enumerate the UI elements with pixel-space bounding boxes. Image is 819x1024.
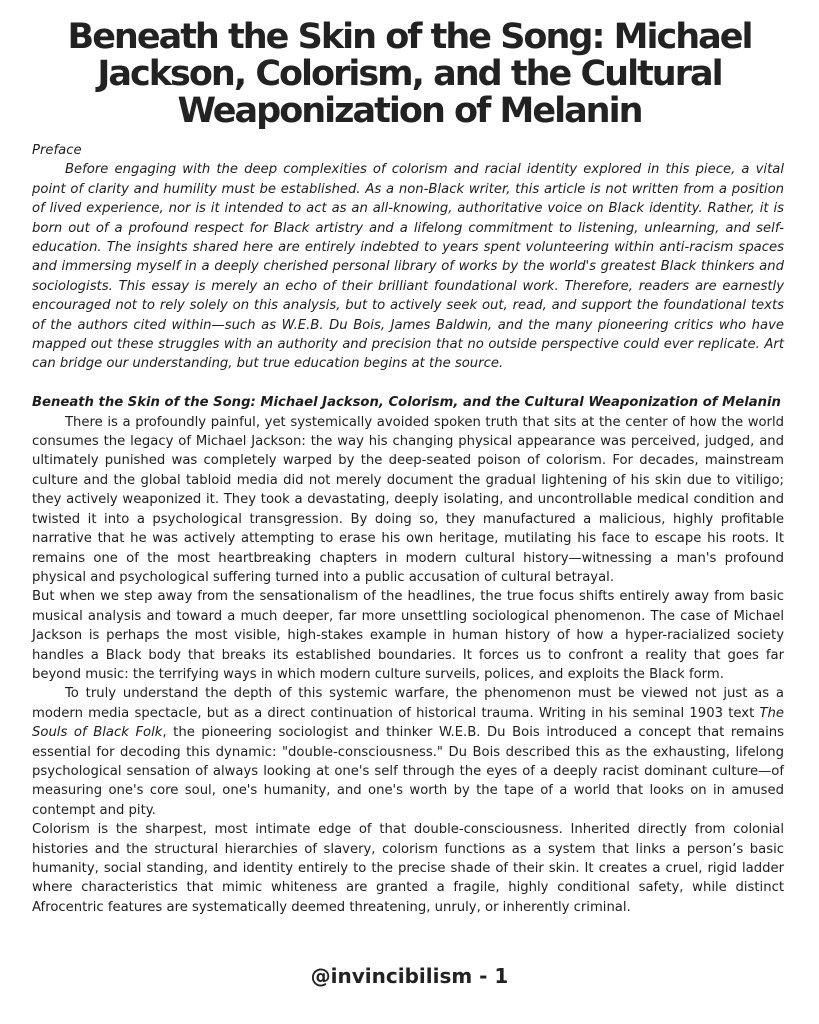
body-paragraph-1: There is a profoundly painful, yet systemically avoided spoken truth that sits at the center of how the world consumes the legacy of Michael Jackson: the way his changing physical appearance was perceived, judged, and ultimately punished was completely warped by the deep-seated poison of colorism. For decades, mainstream culture and the global tabloid media did not merely document the gradual lightening of his skin due to vitiligo; they actively weaponized it. They took a devastating, deeply isolating, and uncontrollable medical condition and twisted it into a psychological transgression. By doing so, they manufactured a malicious, highly profitable narrative that he was actively attempting to erase his own heritage, mutilating his face to escape his roots. It remains one of the most heartbreaking chapters in modern cultural history—witnessing a man's profound physical and psychological suffering turned into a public accusation of cultural betrayal. — [32, 414, 784, 585]
preface-paragraph: Before engaging with the deep complexities of colorism and racial identity explored in this piece, a vital point of clarity and humility must be established. As a non-Black writer, this article is not written from a position of lived experience, nor is it intended to act as an all-knowing, authoritative voice on Black identity. Rather, it is born out of a profound respect for Black artistry and a lifelong commitment to listening, unlearning, and self-education. The insights shared here are entirely indebted to years spent volunteering within anti-racism spaces and immersing myself in a deeply cherished personal library of works by the world's greatest Black thinkers and sociologists. This essay is merely an echo of their brilliant foundational work. Therefore, readers are earnestly encouraged not to rely solely on this analysis, but to actively seek out, read, and support the foundational texts of the authors cited within—such as W.E.B. Du Bois, James Baldwin, and the many pioneering critics who have mapped out these struggles with an authority and precision that no outside perspective could ever replicate. Art can bridge our understanding, but true education begins at the source. — [32, 162, 784, 372]
book-title: The Souls of Black Folk — [32, 705, 784, 741]
article-body — [32, 141, 784, 917]
preface-label: Preface — [32, 143, 82, 158]
body-paragraph-4: Colorism is the sharpest, most intimate edge of that double-consciousness. Inherited directly from colonial histories and the structural hierarchies of slavery, colorism functions as a system that links a person’s basic humanity, social standing, and identity entirely to the precise shade of their skin. It creates a cruel, rigid ladder where characteristics that mimic whiteness are granted a fragile, highly conditional safety, while distinct Afrocentric features are systematically deemed threatening, unruly, or inherently criminal. — [32, 822, 784, 915]
section-heading: Beneath the Skin of the Song: Michael Jackson, Colorism, and the Cultural Weaponization of Melanin — [32, 395, 781, 411]
body-paragraph-3 — [32, 684, 784, 820]
page-title: Beneath the Skin of the Song: Michael Jackson, Colorism, and the Cultural Weaponization of Melanin — [67, 17, 752, 131]
paragraph-3-lead: To truly understand the depth of this systemic warfare, the phenomenon must be viewed not just as a modern media spectacle, but as a direct continuation of historical trauma. Writing in his seminal 1903 text — [32, 686, 784, 721]
page-footer: @invincibilism - 1 — [310, 964, 509, 988]
paragraph-3-rest: , the pioneering sociologist and thinker W.E.B. Du Bois introduced a concept that remains essential for decoding this dynamic: "double-consciousness." Du Bois described this as the exhausting, lifelong psychological sensation of always looking at one's self through the eyes of a deeply racist dominant culture—of measuring one's core soul, one's humanity, and one's worth by the tape of a world that looks on in amused contempt and pity. — [32, 725, 784, 818]
body-paragraph-2: But when we step away from the sensationalism of the headlines, the true focus shifts entirely away from basic musical analysis and toward a much deeper, far more unsettling sociological phenomenon. The case of Michael Jackson is perhaps the most visible, high-stakes example in human history of how a hyper-racialized society handles a Black body that breaks its established boundaries. It forces us to confront a reality that goes far beyond music: the terrifying ways in which modern culture surveils, polices, and exploits the Black form. — [32, 589, 784, 682]
